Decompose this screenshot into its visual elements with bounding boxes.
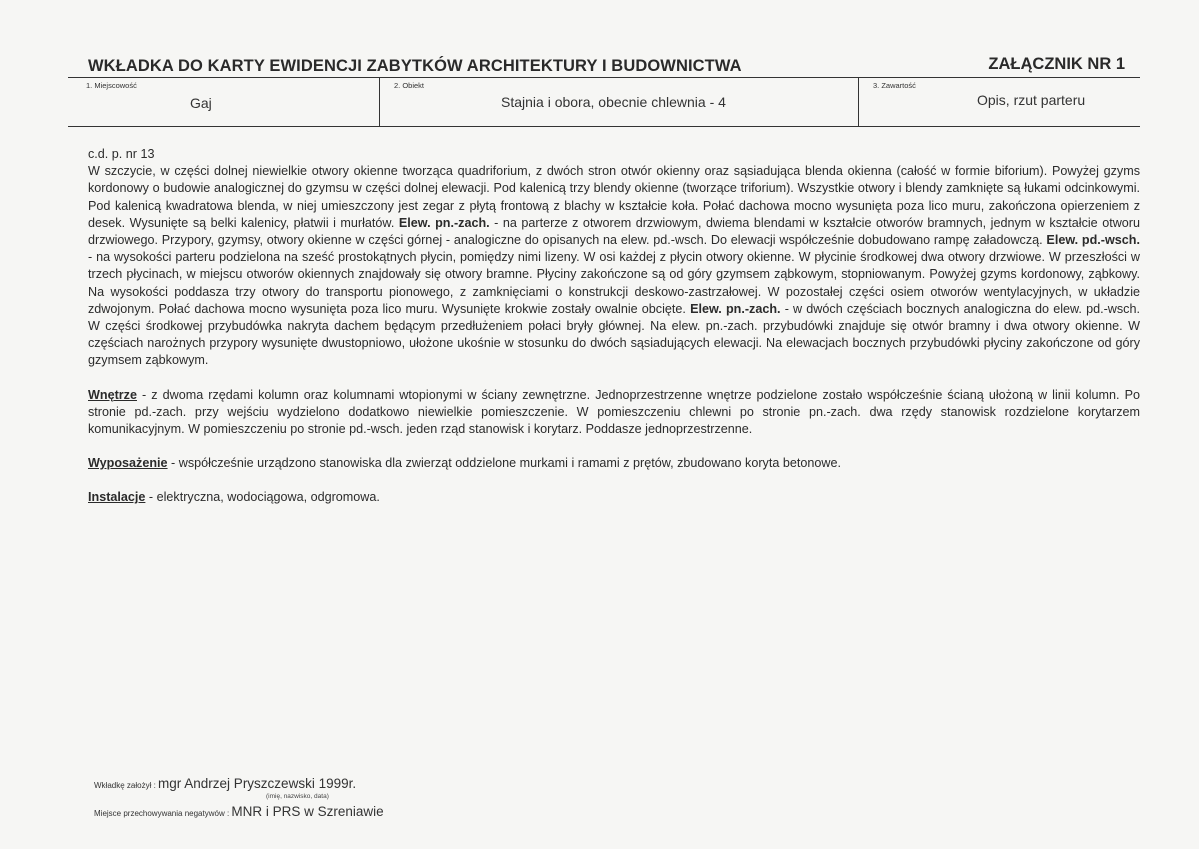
description-text: - na wysokości parteru podzielona na sześć prostokątnych płycin, pomiędzy nimi lizeny. W osi każdej z płycin otwory okienne. W płycinie środkowej dwa otwory drzwiowe. W przeszłości w trzech płycinach, w miejscu otworów okiennych znajdowały się otwory bramne. Płyciny zakończone są od góry gzymsem ząbkowym, stopniowanym. Powyżej gzyms kordonowy, ząbkowy. Na wysokości poddasza trzy otwory do transportu pionowego, z zamknięciami o konstrukcji deskowo-zastrzałowej. W pozostałej części osiem otworów wentylacyjnych, w układzie zdwojonym. Połać dachowa mocno wysunięta poza lico muru. Wysunięte krokwie zostały owalnie obcięte.: [88, 250, 1140, 316]
storage-value: MNR i PRS w Szreniawie: [231, 804, 384, 819]
installations-paragraph: [88, 489, 1140, 506]
field-content: [858, 78, 1140, 126]
interior-heading: Wnętrze: [88, 387, 137, 402]
field-label: 2. Obiekt: [394, 81, 425, 90]
continuation-note: c.d. p. nr 13: [88, 147, 155, 161]
installations-heading: Instalacje: [88, 490, 146, 505]
elevation-heading: Elew. pd.-wsch.: [1046, 233, 1140, 248]
equipment-heading: Wyposażenie: [88, 456, 168, 471]
field-value: Opis, rzut parteru: [977, 92, 1086, 108]
header-fields-table: [68, 77, 1140, 127]
field-label: 1. Miejscowość: [86, 81, 137, 90]
founded-label: Wkładkę założył :: [94, 781, 156, 790]
founded-hint: (imię, nazwisko, data): [266, 793, 329, 800]
footer-storage: [94, 804, 384, 819]
interior-paragraph: [88, 387, 1140, 439]
document-body: [88, 146, 1140, 507]
installations-text: - elektryczna, wodociągowa, odgromowa.: [145, 490, 380, 505]
elevation-heading: Elew. pn.-zach.: [398, 215, 490, 230]
equipment-text: - współcześnie urządzono stanowiska dla zwierząt oddzielone murkami i ramami z prętów, zbudowano koryta betonowe.: [167, 456, 841, 471]
field-label: 3. Zawartość: [873, 81, 916, 90]
storage-label: Miejsce przechowywania negatywów :: [94, 809, 230, 818]
description-text: - w dwóch częściach bocznych analogiczna do elew. pd.-wsch. W części środkowej przybudówka nakryta dachem będącym przedłużeniem połaci bryły głównej. Na elew. pn.-zach. przybudówki znajduje się otwór bramny i dwa otwory okienne. W częściach narożnych przypory wysunięte dwustopniowo, ułożone ukośnie w stosunku do dwóch sąsiadujących elewacji. Na elewacjach bocznych przybudówki płyciny zakończone od góry gzymsem ząbkowym.: [88, 301, 1140, 368]
field-value: Gaj: [190, 95, 212, 111]
field-object: [379, 78, 858, 126]
equipment-paragraph: [88, 455, 1140, 472]
description-paragraph: [88, 163, 1140, 369]
interior-text: - z dwoma rzędami kolumn oraz kolumnami wtopionymi w ściany zewnętrzne. Jednoprzestrzenne wnętrze podzielone zostało współcześnie ścianą ułożoną w linii kolumn. Po stronie pd.-zach. przy wejściu wydzielono dodatkowo niewielkie pomieszczenie. W pomieszczeniu chlewni po stronie pn.-zach. dwa rzędy stanowisk rozdzielone korytarzem komunikacyjnym. W pomieszczeniu po stronie pd.-wsch. jeden rząd stanowisk i korytarz. Poddasze jednoprzestrzenne.: [88, 387, 1140, 437]
field-locality: [68, 78, 379, 126]
field-value: Stajnia i obora, obecnie chlewnia - 4: [501, 94, 726, 110]
founded-value: mgr Andrzej Pryszczewski 1999r.: [158, 776, 357, 791]
footer-founded: [94, 776, 356, 791]
document-title: WKŁADKA DO KARTY EWIDENCJI ZABYTKÓW ARCHITEKTURY I BUDOWNICTWA: [88, 57, 742, 75]
description-text: - na parterze z otworem drzwiowym, dwiema blendami w kształcie otworów bramnych, jednym w kształcie otworu drzwiowego. Przypory, gzymsy, otwory okienne w części górnej - analogiczne do opisanych na elew. pd.-wsch. Do elewacji współcześnie dobudowano rampę załadowczą.: [88, 215, 1140, 248]
annex-number: ZAŁĄCZNIK NR 1: [988, 55, 1125, 73]
description-text: W szczycie, w części dolnej niewielkie otwory okienne tworząca quadriforium, z dwóch stron otwór okienny oraz sąsiadująca blenda okienna (całość w formie biforium). Powyżej gzyms kordonowy o budowie analogicznej do gzymsu w części dolnej elewacji. Pod kalenicą trzy blendy okienne (tworzące triforium). Wszystkie otwory i blendy zamknięte są łukami odcinkowymi. Pod kalenicą kwadratowa blenda, w niej umieszczony jest zegar z płytą frontową z blachy w kształcie koła. Połać dachowa mocno wysunięta poza lico muru, zakończona opierzeniem z desek. Wysunięte są belki kalenicy, płatwii i murłatów.: [88, 164, 1140, 230]
elevation-heading: Elew. pn.-zach.: [690, 301, 781, 316]
